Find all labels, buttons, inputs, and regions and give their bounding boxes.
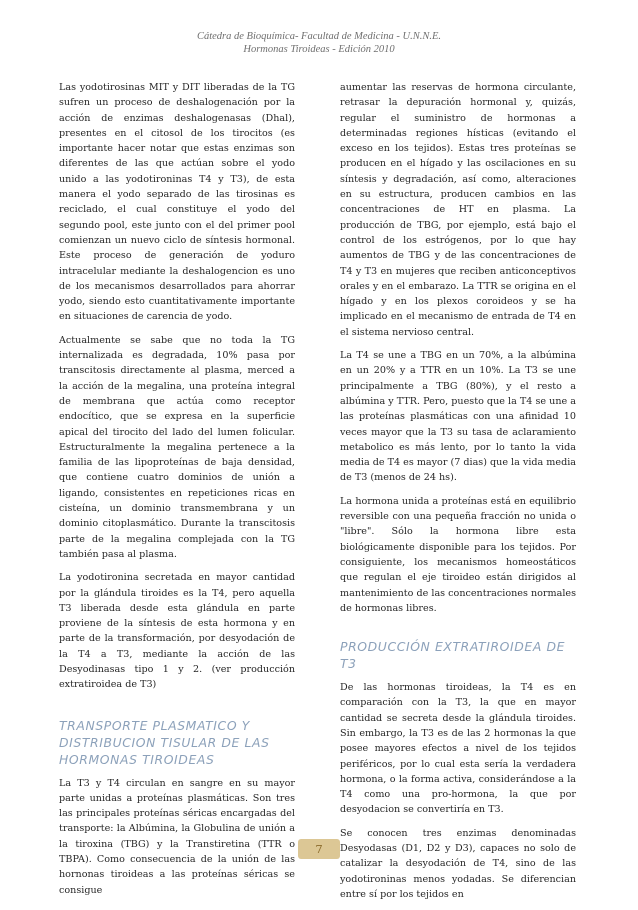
paragraph: La T3 y T4 circulan en sangre en su mayor parte unidas a proteínas plasmáticas. Son tres las principales proteínas séricas encargadas del transporte: la Albúmina, la Globulina de unión a la tiroxina (TBG) y la Transtiretina (TTR o TBPA). Como consecuencia de la unión de las hornonas tiroideas a las proteínas séricas se consigue	[59, 777, 295, 896]
paragraph: La hormona unida a proteínas está en equilibrio reversible con una pequeña fracción no unida o "libre". Sólo la hormona libre esta biológicamente disponible para los tejidos. Por consiguiente, los mecanismos homeostáticos que regulan el eje tiroideo están dirigidos al mantenimiento de las concentraciones normales de hormonas libres.	[340, 495, 576, 614]
paragraph: De las hormonas tiroideas, la T4 es en comparación con la T3, la que en mayor cantidad se secreta desde la glándula tiroides. Sin embargo, la T3 es de las 2 hormonas la que posee mayores efectos a nivel de los tejidos periféricos, por lo cual esta sería la verdadera hormona, o la forma activa, considerándose a la T4 como una pro-hormona, la que por desyodacion se convertiría en T3.	[340, 682, 576, 816]
paragraph: La yodotironina secretada en mayor cantidad por la glándula tiroides es la T4, pero aquella T3 liberada desde esta glándula en parte proviene de la síntesis de esta hormona y en parte de la transformación, por desyodación de la T4 a T3, mediante la acción de las Desyodinasas tipo 1 y 2. (ver producción extratiroidea de T3)	[59, 572, 295, 691]
page-number-badge: 7	[298, 839, 340, 859]
running-header	[0, 30, 638, 56]
paragraph: La T4 se une a TBG en un 70%, a la albúmina en un 20% y a TTR en un 10%. La T3 se une principalmente a TBG (80%), y el resto a albúmina y TTR. Pero, puesto que la T4 se une a las proteínas plasmáticas con una afinidad 10 veces mayor que la T3 su tasa de aclaramiento metabolico es más lento, por lo tanto la vida media de T4 es mayor (7 dias) que la vida media de T3 (menos de 24 hs).	[340, 350, 577, 484]
paragraph: Se conocen tres enzimas denominadas Desyodasas (D1, D2 y D3), capaces no solo de catalizar la desyodación de T4, sino de las yodotironinas menos yodadas. Se diferencian entre sí por los tejidos en	[340, 827, 576, 900]
right-column	[340, 80, 576, 910]
section-title-produccion: PRODUCCIÓN EXTRATIROIDEA DE T3	[340, 639, 566, 672]
paragraph: Las yodotirosinas MIT y DIT liberadas de la TG sufren un proceso de deshalogenación por la acción de enzimas deshalogenasas (Dhal), presentes en el citosol de los tirocitos (es importante hacer notar que estas enzimas son diferentes de las que actúan sobre el yodo unido a las yodotironinas T4 y T3), de esta manera el yodo separado de las tirosinas es reciclado, el cual constituye el yodo del segundo pool, este junto con el del primer pool comienzan un nuevo ciclo de síntesis hormonal. Este proceso de generación de yoduro intracelular mediante la deshalogencion es uno de los mecanismos desarrollados para ahorrar yodo, siendo esto cuantitativamente importante en situaciones de carencia de yodo.	[59, 82, 295, 323]
header-line-1: Cátedra de Bioquímica- Facultad de Medicina - U.N.N.E.	[196, 31, 442, 42]
left-column	[59, 80, 295, 906]
section-title-transporte: TRANSPORTE PLASMATICO Y DISTRIBUCION TISULAR DE LAS HORMONAS TIROIDEAS	[59, 717, 270, 767]
paragraph: Actualmente se sabe que no toda la TG internalizada es degradada, 10% pasa por transcitosis directamente al plasma, merced a la acción de la megalina, una proteína integral de membrana que actúa como receptor endocítico, que se expresa en la superficie apical del tirocito del lado del lumen folicular. Estructuralmente la megalina pertenece a la familia de las lipoproteínas de baja densidad, que contiene cuatro dominios de unión a ligando, consistentes en repeticiones ricas en cisteína, un dominio transmembrana y un dominio citoplasmático. Durante la transcitosis parte de la megalina complejada con la TG también pasa al plasma.	[59, 334, 295, 560]
paragraph: aumentar las reservas de hormona circulante, retrasar la depuración hormonal y, quizás, regular el suministro de hormonas a determinadas regiones hísticas (evitando el exceso en los tejidos). Estas tres proteínas se producen en el hígado y las oscilaciones en su síntesis y degradación, así como, alteraciones en su estructura, producen cambios en las concentraciones de HT en plasma. La producción de TBG, por ejemplo, está bajo el control de los estrógenos, por lo que hay aumentos de TBG y de las concentraciones de T4 y T3 en mujeres que reciben anticonceptivos orales y en el embarazo. La TTR se origina en el hígado y en los plexos coroideos y se ha implicado en el mecanismo de entrada de T4 en el sistema nervioso central.	[340, 82, 576, 338]
header-line-2: Hormonas Tiroideas - Edición 2010	[243, 44, 395, 55]
